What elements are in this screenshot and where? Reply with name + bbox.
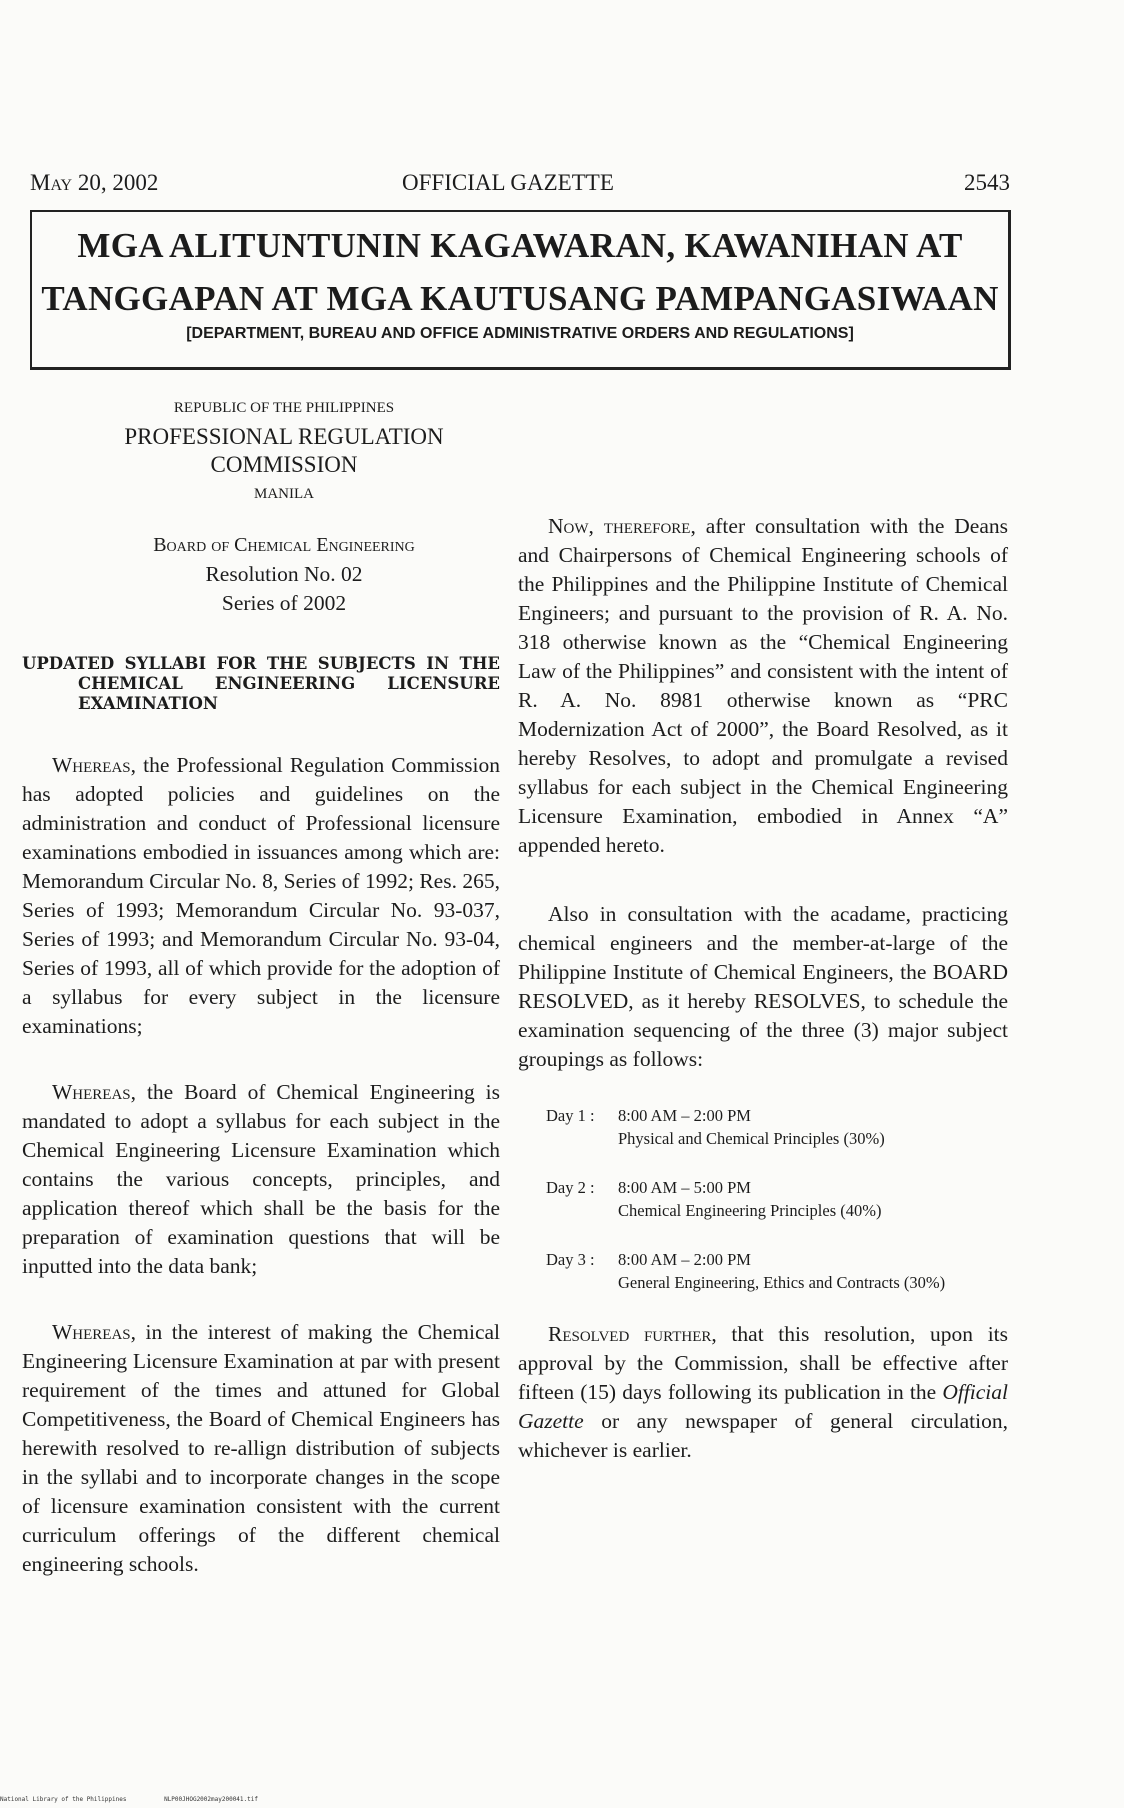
schedule-row xyxy=(546,1104,1008,1150)
schedule-time: 8:00 AM – 2:00 PM xyxy=(618,1250,751,1269)
now-therefore-paragraph xyxy=(518,512,1008,860)
whereas-2-lead: Whereas, xyxy=(52,1080,137,1104)
also-paragraph: Also in consultation with the acadame, practicing chemical engineers and the member-at-large of the Philippine Institute of Chemical Engineers, the BOARD RESOLVED, as it hereby RESOLVES, to schedule the examination sequencing of the three (3) major subject groupings as follows: xyxy=(518,902,1008,1071)
continued-paragraph-spacer xyxy=(518,402,1008,512)
whereas-paragraph-1 xyxy=(22,751,500,1041)
section-title-line1: MGA ALITUNTUNIN KAGAWARAN, KAWANIHAN AT xyxy=(77,226,963,265)
whereas-1-lead: Whereas, xyxy=(52,753,137,777)
schedule-day: Day 3 : xyxy=(546,1250,595,1269)
whereas-3-text: in the interest of making the Chemical Engineering Licensure Examination at par with present requirement of the times and attuned for Global Competitiveness, the Board of Chemical Engineers has herewith resolved to re-allign distribution of subjects in the syllabi and to incorporate changes in the scope of licensure examination consistent with the current curriculum offerings of the different chemical engineering schools. xyxy=(22,1320,501,1576)
issuer-commission-line1: PROFESSIONAL REGULATION xyxy=(124,424,444,449)
schedule-day: Day 1 : xyxy=(546,1106,595,1125)
official-gazette-italic: Official Gazette xyxy=(518,1380,1008,1433)
schedule-subject: Physical and Chemical Principles (30%) xyxy=(618,1129,885,1148)
section-subtitle: [DEPARTMENT, BUREAU AND OFFICE ADMINISTRATIVE ORDERS AND REGULATIONS] xyxy=(186,325,854,342)
whereas-2-text: the Board of Chemical Engineering is mandated to adopt a syllabus for each subject in the Chemical Engineering Licensure Examination which contains the various concepts, principles, and application thereof which shall be the basis for the preparation of examination questions that will be inputted into the data bank; xyxy=(22,1080,501,1278)
header-page-number: 2543 xyxy=(964,170,1010,195)
header-date: May 20, 2002 xyxy=(30,170,159,195)
resolved-further-lead: Resolved further, xyxy=(548,1322,717,1346)
resolved-further-text: that this resolution, upon its approval by the Commission, shall be effective after fifteen (15) days following its publication in the xyxy=(518,1322,1009,1404)
schedule-day: Day 2 : xyxy=(546,1178,595,1197)
footer-file: NLP00JHOG2002may200041.tif xyxy=(164,1796,258,1803)
document-title: UPDATED SYLLABI FOR THE SUBJECTS IN THE CHEMICAL ENGINEERING LICENSURE EXAMINATION xyxy=(22,654,500,713)
schedule-subject: Chemical Engineering Principles (40%) xyxy=(618,1201,882,1220)
whereas-3-lead: Whereas, xyxy=(52,1320,137,1344)
schedule-row xyxy=(546,1176,1008,1222)
section-title-line2: TANGGAPAN AT MGA KAUTUSANG PAMPANGASIWAAN xyxy=(41,279,999,318)
whereas-paragraph-2 xyxy=(22,1078,500,1281)
scan-footer xyxy=(0,1796,258,1803)
now-therefore-lead: Now, therefore, xyxy=(548,514,696,538)
now-therefore-text: after consultation with the Deans and Chairpersons of Chemical Engineering schools of the Philippines and the Philippine Institute of Chemical Engineers; and pursuant to the provision of R. A. No. 318 otherwise known as the “Chemical Engineering Law of the Philippines” and consistent with the intent of R. A. No. 8981 otherwise known as “PRC Modernization Act of 2000”, the Board Resolved, as it hereby Resolves, to adopt and promulgate a revised syllabus for each subject in the Chemical Engineering Licensure Examination, embodied in Annex “A” appended hereto. xyxy=(518,514,1008,857)
issuer-city: MANILA xyxy=(254,486,314,502)
schedule-time: 8:00 AM – 2:00 PM xyxy=(618,1106,751,1125)
left-column xyxy=(22,398,500,1579)
issuer-commission-line2: COMMISSION xyxy=(210,452,358,477)
resolution-series: Series of 2002 xyxy=(221,591,347,615)
schedule-row xyxy=(546,1248,1008,1294)
whereas-paragraph-3 xyxy=(22,1318,500,1579)
header-publication: OFFICIAL GAZETTE xyxy=(402,170,614,195)
schedule-subject: General Engineering, Ethics and Contracts (30%) xyxy=(618,1273,946,1292)
schedule-time: 8:00 AM – 5:00 PM xyxy=(618,1178,751,1197)
right-column xyxy=(518,402,1008,1465)
resolved-further-text-end: or any newspaper of general circulation, whichever is earlier. xyxy=(518,1409,1008,1462)
issuer-board: Board of Chemical Engineering xyxy=(153,534,415,556)
resolved-further-paragraph xyxy=(518,1320,1008,1465)
resolution-number: Resolution No. 02 xyxy=(205,562,363,586)
issuer-republic: REPUBLIC OF THE PHILIPPINES xyxy=(173,400,395,416)
whereas-1-text: the Professional Regulation Commission has adopted policies and guidelines on the administration and conduct of Professional licensure examinations embodied in issuances among which are: Memorandum Circular No. 8, Series of 1992; Res. 265, Series of 1993; Memorandum Circular No. 93-037, Series of 1993; and Memorandum Circular No. 93-04, Series of 1993, all of which provide for the adoption of a syllabus for every subject in the licensure examinations; xyxy=(22,753,501,1038)
footer-library: National Library of the Philippines xyxy=(0,1796,127,1803)
exam-schedule xyxy=(546,1104,1008,1294)
section-title-box xyxy=(30,210,1011,370)
